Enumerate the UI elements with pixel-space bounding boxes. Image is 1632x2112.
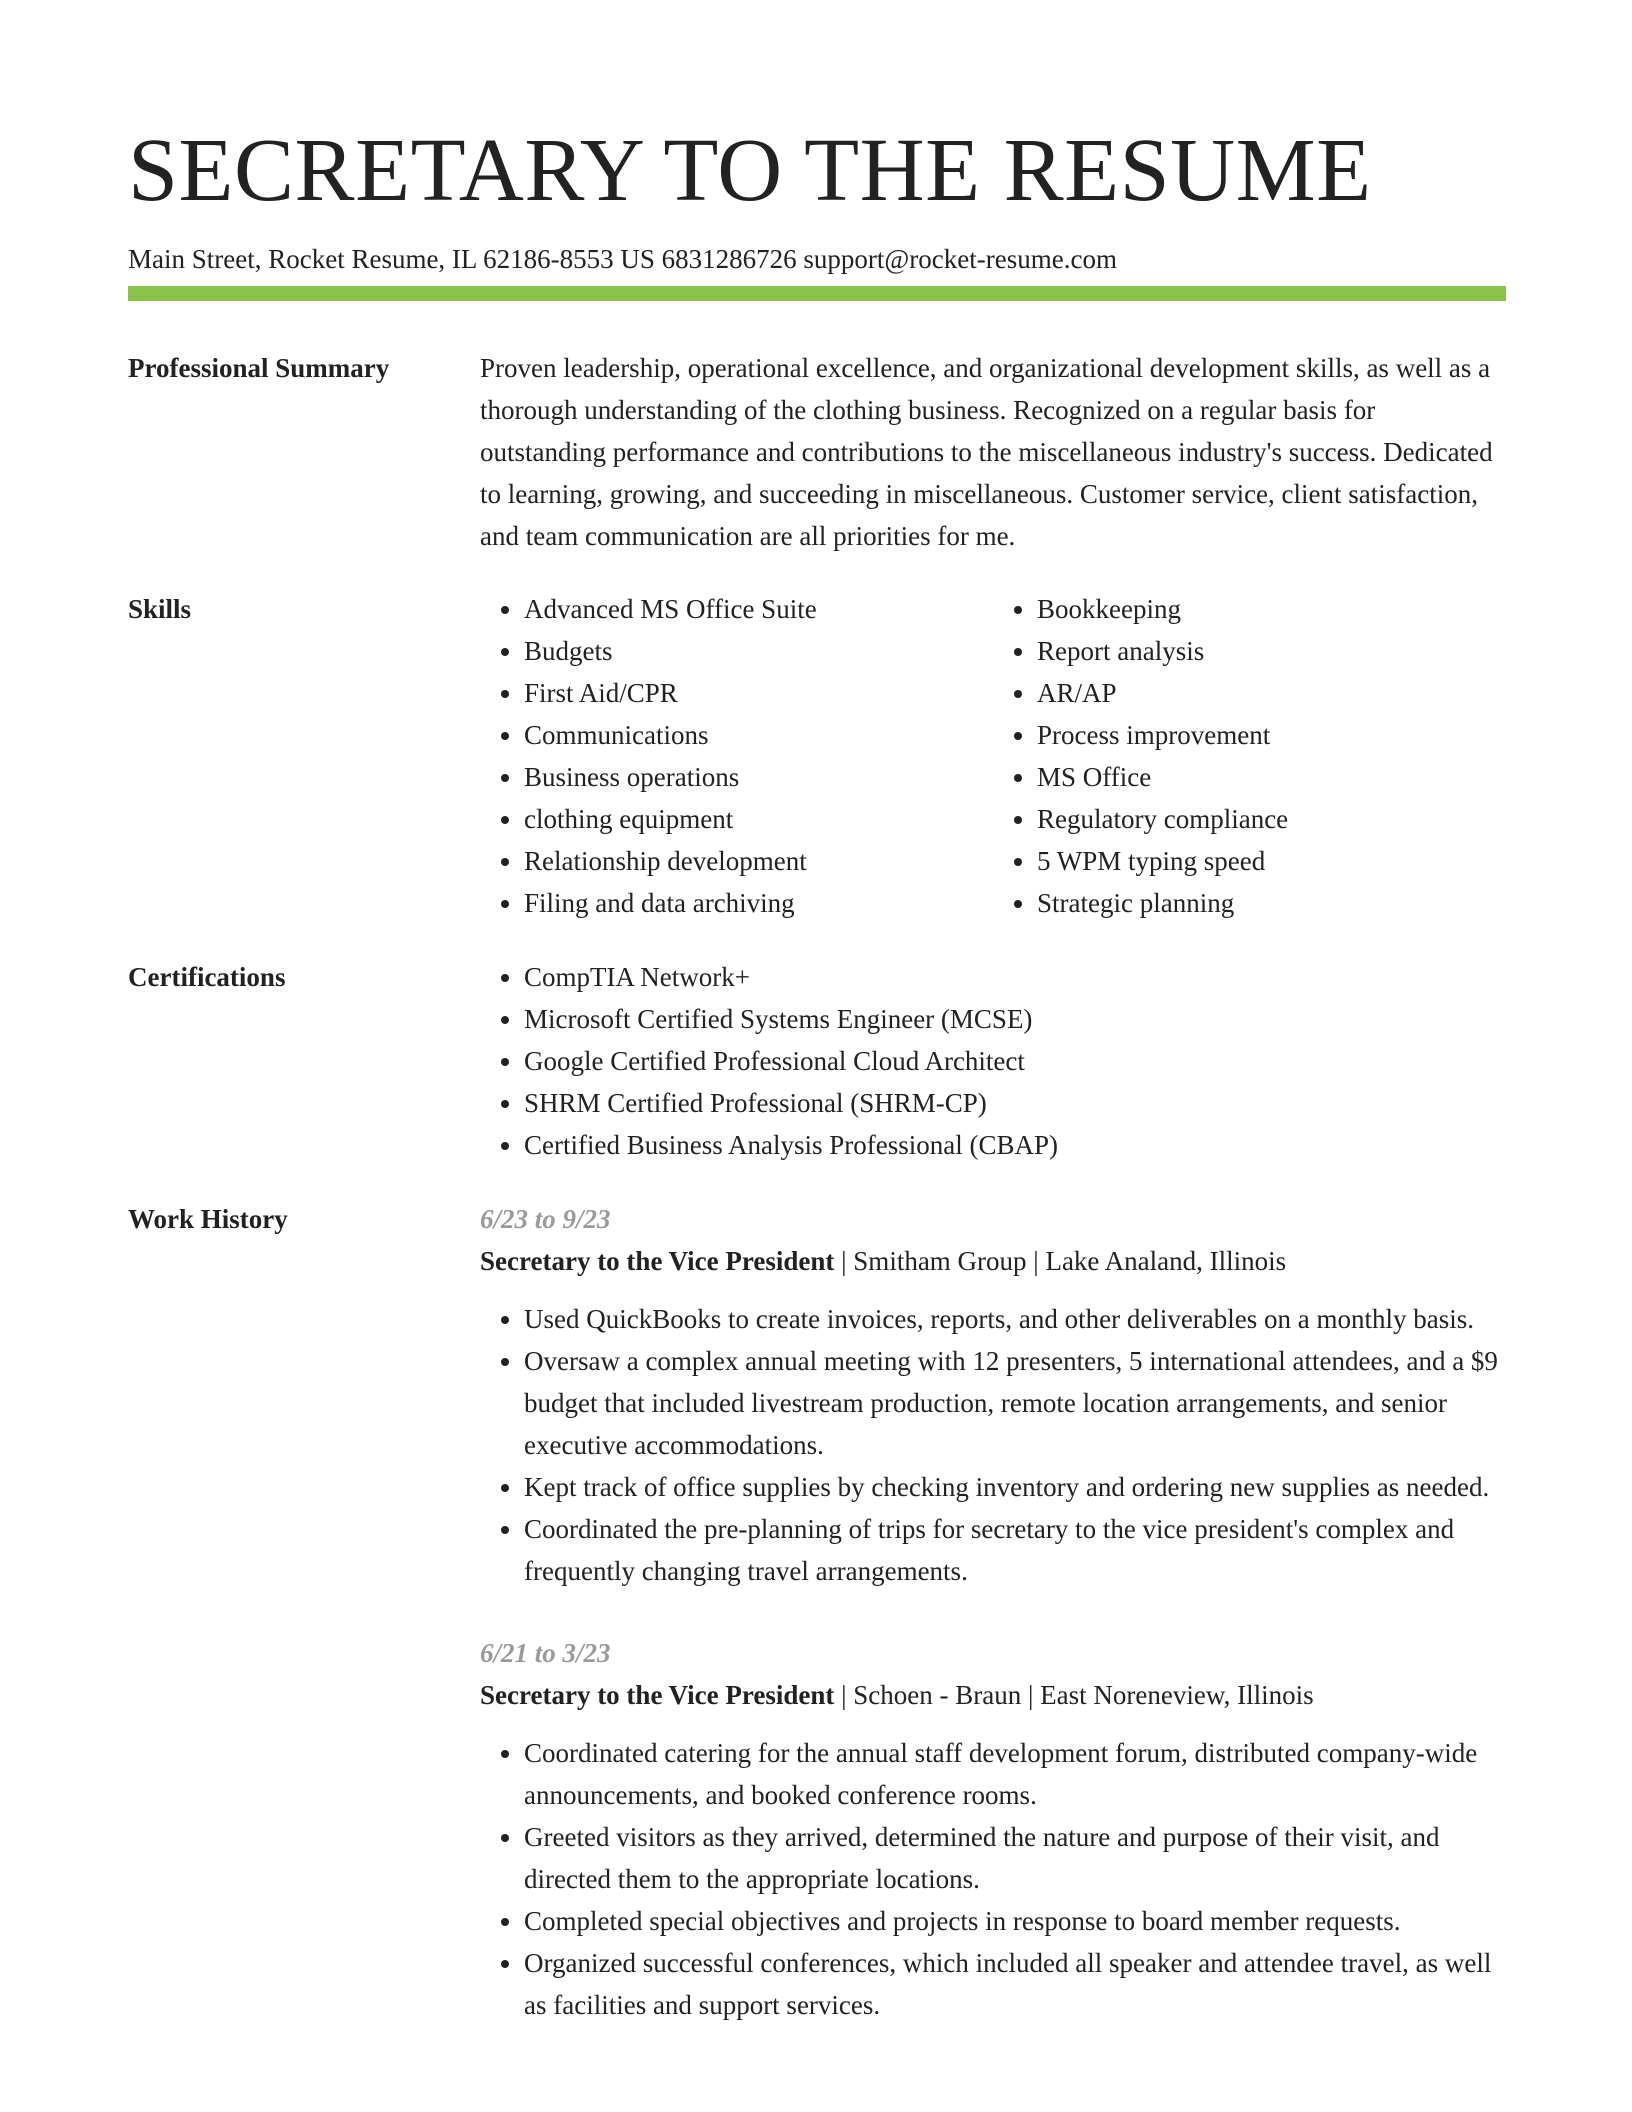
work-history-body bbox=[480, 1198, 1506, 2066]
skill-item: • Relationship development bbox=[524, 840, 993, 882]
candidate-name: SECRETARY TO THE RESUME bbox=[128, 121, 1372, 220]
skill-item: • clothing equipment bbox=[524, 798, 993, 840]
skill-item: • Budgets bbox=[524, 630, 993, 672]
certification-item: • Certified Business Analysis Professional (CBAP) bbox=[524, 1124, 1506, 1166]
certification-item: • Microsoft Certified Systems Engineer (MCSE) bbox=[524, 998, 1506, 1040]
skill-item: • Communications bbox=[524, 714, 993, 756]
job-title: Secretary to the Vice President bbox=[480, 1246, 835, 1276]
skill-item: • Advanced MS Office Suite bbox=[524, 588, 993, 630]
job-company-location: | Smitham Group | Lake Analand, Illinois bbox=[834, 1246, 1287, 1276]
skills-body bbox=[480, 588, 1506, 924]
job-duty: • Kept track of office supplies by checking inventory and ordering new supplies as needed. bbox=[524, 1466, 1506, 1508]
summary-text: Proven leadership, operational excellence, and organizational development skills, as well as a thorough understanding of the clothing business. Recognized on a regular basis for outstanding performance and contributions to the miscellaneous industry's success. Dedicated to learning, growing, and succeeding in miscellaneous. Customer service, client satisfaction, and team communication are all priorities for me. bbox=[480, 353, 1493, 551]
job-heading bbox=[480, 1674, 1506, 1716]
certification-item: • Google Certified Professional Cloud Architect bbox=[524, 1040, 1506, 1082]
job-entry bbox=[480, 1632, 1506, 2026]
skill-item: • Report analysis bbox=[1037, 630, 1506, 672]
job-duty: • Used QuickBooks to create invoices, reports, and other deliverables on a monthly basis. bbox=[524, 1298, 1506, 1340]
job-heading bbox=[480, 1240, 1506, 1282]
job-dates: 6/21 to 3/23 bbox=[480, 1638, 611, 1668]
skill-item: • Bookkeeping bbox=[1037, 588, 1506, 630]
resume-header bbox=[128, 118, 1506, 276]
job-dates: 6/23 to 9/23 bbox=[480, 1204, 611, 1234]
section-label-skills: Skills bbox=[128, 594, 192, 624]
job-duty: • Organized successful conferences, which included all speaker and attendee travel, as well as facilities and support services. bbox=[524, 1942, 1506, 2026]
job-duties-list bbox=[480, 1298, 1506, 1592]
job-duty: • Oversaw a complex annual meeting with 12 presenters, 5 international attendees, and a $9 budget that included livestream production, remote location arrangements, and senior executive accommodations. bbox=[524, 1340, 1506, 1466]
certifications-body bbox=[480, 956, 1506, 1166]
section-label-summary: Professional Summary bbox=[128, 353, 390, 383]
job-duty: • Completed special objectives and projects in response to board member requests. bbox=[524, 1900, 1506, 1942]
summary-body bbox=[480, 347, 1506, 557]
section-label-work-history: Work History bbox=[128, 1204, 288, 1234]
job-entry bbox=[480, 1198, 1506, 1592]
contact-info: Main Street, Rocket Resume, IL 62186-8553 US 6831286726 support@rocket-resume.com bbox=[128, 244, 1117, 274]
skill-item: • Process improvement bbox=[1037, 714, 1506, 756]
skill-item: • First Aid/CPR bbox=[524, 672, 993, 714]
skills-list-left bbox=[480, 588, 993, 924]
job-duties-list bbox=[480, 1732, 1506, 2026]
skill-item: • MS Office bbox=[1037, 756, 1506, 798]
skills-list-right bbox=[993, 588, 1506, 924]
certification-item: • CompTIA Network+ bbox=[524, 956, 1506, 998]
job-title: Secretary to the Vice President bbox=[480, 1680, 835, 1710]
job-company-location: | Schoen - Braun | East Noreneview, Illinois bbox=[834, 1680, 1314, 1710]
skill-item: • Business operations bbox=[524, 756, 993, 798]
skill-item: • Strategic planning bbox=[1037, 882, 1506, 924]
certifications-list bbox=[480, 956, 1506, 1166]
skill-item: • 5 WPM typing speed bbox=[1037, 840, 1506, 882]
skill-item: • Regulatory compliance bbox=[1037, 798, 1506, 840]
skill-item: • Filing and data archiving bbox=[524, 882, 993, 924]
job-duty: • Coordinated catering for the annual staff development forum, distributed company-wide announcements, and booked conference rooms. bbox=[524, 1732, 1506, 1816]
certification-item: • SHRM Certified Professional (SHRM-CP) bbox=[524, 1082, 1506, 1124]
header-divider bbox=[128, 286, 1506, 301]
skill-item: • AR/AP bbox=[1037, 672, 1506, 714]
job-duty: • Greeted visitors as they arrived, determined the nature and purpose of their visit, and directed them to the appropriate locations. bbox=[524, 1816, 1506, 1900]
job-duty: • Coordinated the pre-planning of trips for secretary to the vice president's complex and frequently changing travel arrangements. bbox=[524, 1508, 1506, 1592]
section-label-certifications: Certifications bbox=[128, 962, 286, 992]
